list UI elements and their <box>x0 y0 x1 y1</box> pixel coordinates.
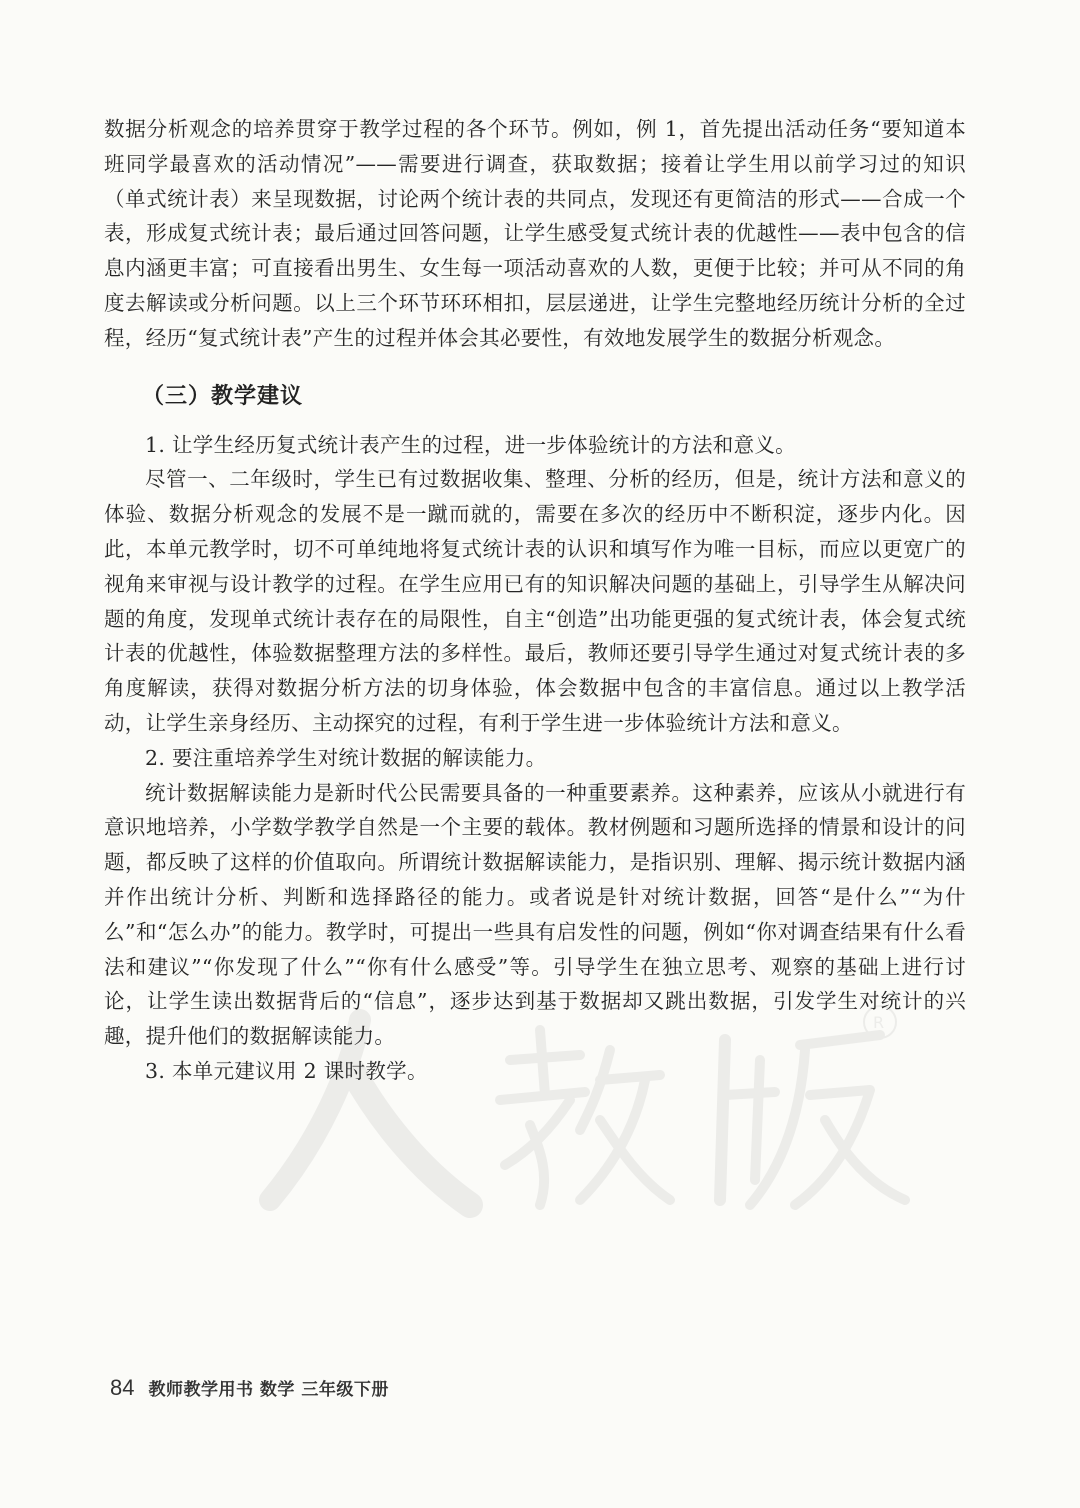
page-number: 84 <box>110 1375 135 1400</box>
svg-text:R: R <box>873 1013 885 1032</box>
intro-paragraph: 数据分析观念的培养贯穿于教学过程的各个环节。例如，例 1，首先提出活动任务“要知道本班同学最喜欢的活动情况”——需要进行调查，获取数据；接着让学生用以前学习过的知识（单式统计表）来呈现数据，讨论两个统计表的共同点，发现还有更简洁的形式——合成一个表，形成复式统计表；最后通过回答问题，让学生感受复式统计表的优越性——表中包含的信息内涵更丰富；可直接看出男生、女生每一项活动喜欢的人数，更便于比较；并可从不同的角度去解读或分析问题。以上三个环节环环相扣，层层递进，让学生完整地经历统计分析的全过程，经历“复式统计表”产生的过程并体会其必要性，有效地发展学生的数据分析观念。 <box>104 117 966 350</box>
section-heading-teaching-suggestions: （三）教学建议 <box>142 383 304 409</box>
suggestion-1-body: 尽管一、二年级时，学生已有过数据收集、整理、分析的经历，但是，统计方法和意义的体验、数据分析观念的发展不是一蹴而就的，需要在多次的经历中不断积淀，逐步内化。因此，本单元教学时，切不可单纯地将复式统计表的认识和填写作为唯一目标，而应以更宽广的视角来审视与设计教学的过程。在学生应用已有的知识解决问题的基础上，引导学生从解决问题的角度，发现单式统计表存在的局限性，自主“创造”出功能更强的复式统计表，体会复式统计表的优越性，体验数据整理方法的多样性。最后，教师还要引导学生通过对复式统计表的多角度解读，获得对数据分析方法的切身体验，体会数据中包含的丰富信息。通过以上教学活动，让学生亲身经历、主动探究的过程，有利于学生进一步体验统计方法和意义。 <box>104 467 966 735</box>
book-title: 教师教学用书 数学 三年级下册 <box>148 1380 389 1400</box>
suggestion-2-body: 统计数据解读能力是新时代公民需要具备的一种重要素养。这种素养，应该从小就进行有意识地培养，小学数学教学自然是一个主要的载体。教材例题和习题所选择的情景和设计的问题，都反映了这样的价值取向。所谓统计数据解读能力，是指识别、理解、揭示统计数据内涵并作出统计分析、判断和选择路径的能力。或者说是针对统计数据，回答“是什么”“为什么”和“怎么办”的能力。教学时，可提出一些具有启发性的问题，例如“你对调查结果有什么看法和建议”“你发现了什么”“你有什么感受”等。引导学生在独立思考、观察的基础上进行讨论，让学生读出数据背后的“信息”，逐步达到基于数据却又跳出数据，引发学生对统计的兴趣，提升他们的数据解读能力。 <box>104 780 966 1049</box>
suggestion-2-title: 2. 要注重培养学生对统计数据的解读能力。 <box>145 745 547 770</box>
page-footer <box>110 1375 389 1407</box>
suggestion-3-title: 3. 本单元建议用 2 课时教学。 <box>145 1058 428 1083</box>
main-content <box>104 112 966 1089</box>
suggestion-1-title: 1. 让学生经历复式统计表产生的过程，进一步体验统计的方法和意义。 <box>145 432 796 457</box>
